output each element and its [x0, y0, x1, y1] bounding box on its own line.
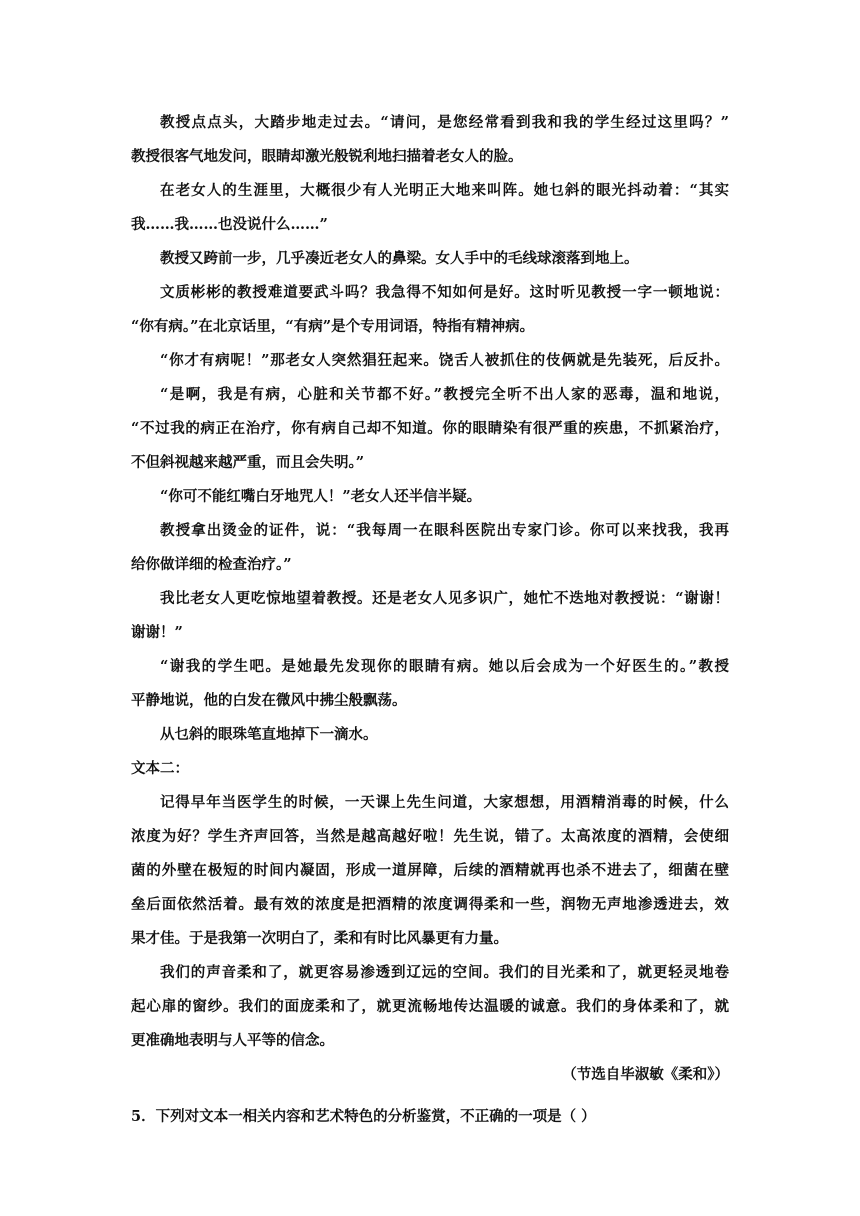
- paragraph-line: “你可不能红嘴白牙地咒人！”老女人还半信半疑。: [160, 488, 482, 505]
- paragraph-line: “你才有病呢！”那老女人突然猖狂起来。饶舌人被抓住的伎俩就是先装死，后反扑。: [160, 352, 729, 369]
- paragraph-line: 起心扉的窗纱。我们的面庞柔和了，就更流畅地传达温暖的诚意。我们的身体柔和了，就: [131, 998, 729, 1015]
- question-5: 5．下列对文本一相关内容和艺术特色的分析鉴赏，不正确的一项是（ ）: [131, 1108, 596, 1125]
- paragraph-line: 垒后面依然活着。最有效的浓度是把酒精的浓度调得柔和一些，润物无声地渗透进去，效: [131, 896, 729, 913]
- paragraph-line: 果才佳。于是我第一次明白了，柔和有时比风暴更有力量。: [131, 930, 508, 947]
- paragraph-line: 教授很客气地发问，眼睛却激光般锐利地扫描着老女人的脸。: [131, 148, 523, 165]
- paragraph-line: 我……我……也没说什么……”: [131, 216, 328, 233]
- paragraph-line: 给你做详细的检查治疗。”: [131, 556, 292, 573]
- paragraph-line: 文质彬彬的教授难道要武斗吗？我急得不知如何是好。这时听见教授一字一顿地说：: [160, 284, 729, 301]
- paragraph-line: 记得早年当医学生的时候，一天课上先生问道，大家想想，用酒精消毒的时候，什么: [160, 794, 729, 811]
- paragraph-line: “你有病。”在北京话里，“有病”是个专用词语，特指有精神病。: [131, 318, 535, 335]
- paragraph-line: 我比老女人更吃惊地望着教授。还是老女人见多识广，她忙不迭地对教授说：“谢谢！: [160, 590, 729, 607]
- paragraph-line: 浓度为好？学生齐声回答，当然是越高越好啦！先生说，错了。太高浓度的酒精，会使细: [131, 828, 729, 845]
- paragraph-line: “不过我的病正在治疗，你有病自己却不知道。你的眼睛染有很严重的疾患，不抓紧治疗，: [131, 420, 729, 437]
- paragraph-line: 更准确地表明与人平等的信念。: [131, 1032, 334, 1049]
- source-citation: （节选自毕淑敏《柔和》）: [562, 1066, 729, 1083]
- document-page: [131, 106, 729, 1134]
- paragraph-line: 菌的外壁在极短的时间内凝固，形成一道屏障，后续的酒精就再也杀不进去了，细菌在壁: [131, 862, 729, 879]
- paragraph-line: “是啊，我是有病，心脏和关节都不好。”教授完全听不出人家的恶毒，温和地说，: [160, 386, 729, 403]
- paragraph-line: 在老女人的生涯里，大概很少有人光明正大地来叫阵。她乜斜的眼光抖动着：“其实: [160, 182, 729, 199]
- section-heading: 文本二：: [131, 760, 189, 777]
- paragraph-line: 教授又跨前一步，几乎凑近老女人的鼻梁。女人手中的毛线球滚落到地上。: [160, 250, 639, 267]
- paragraph-line: 教授拿出烫金的证件，说：“我每周一在眼科医院出专家门诊。你可以来找我，我再: [160, 522, 729, 539]
- paragraph-line: “谢我的学生吧。是她最先发现你的眼睛有病。她以后会成为一个好医生的。”教授: [160, 658, 729, 675]
- paragraph-line: 教授点点头，大踏步地走过去。“请问，是您经常看到我和我的学生经过这里吗？”: [160, 114, 729, 131]
- paragraph-line: 平静地说，他的白发在微风中拂尘般飘荡。: [131, 692, 407, 709]
- paragraph-line: 谢谢！”: [131, 624, 183, 641]
- paragraph-line: 从乜斜的眼珠笔直地掉下一滴水。: [160, 726, 378, 743]
- paragraph-line: 我们的声音柔和了，就更容易渗透到辽远的空间。我们的目光柔和了，就更轻灵地卷: [160, 964, 729, 981]
- paragraph-line: 不但斜视越来越严重，而且会失明。”: [131, 454, 365, 471]
